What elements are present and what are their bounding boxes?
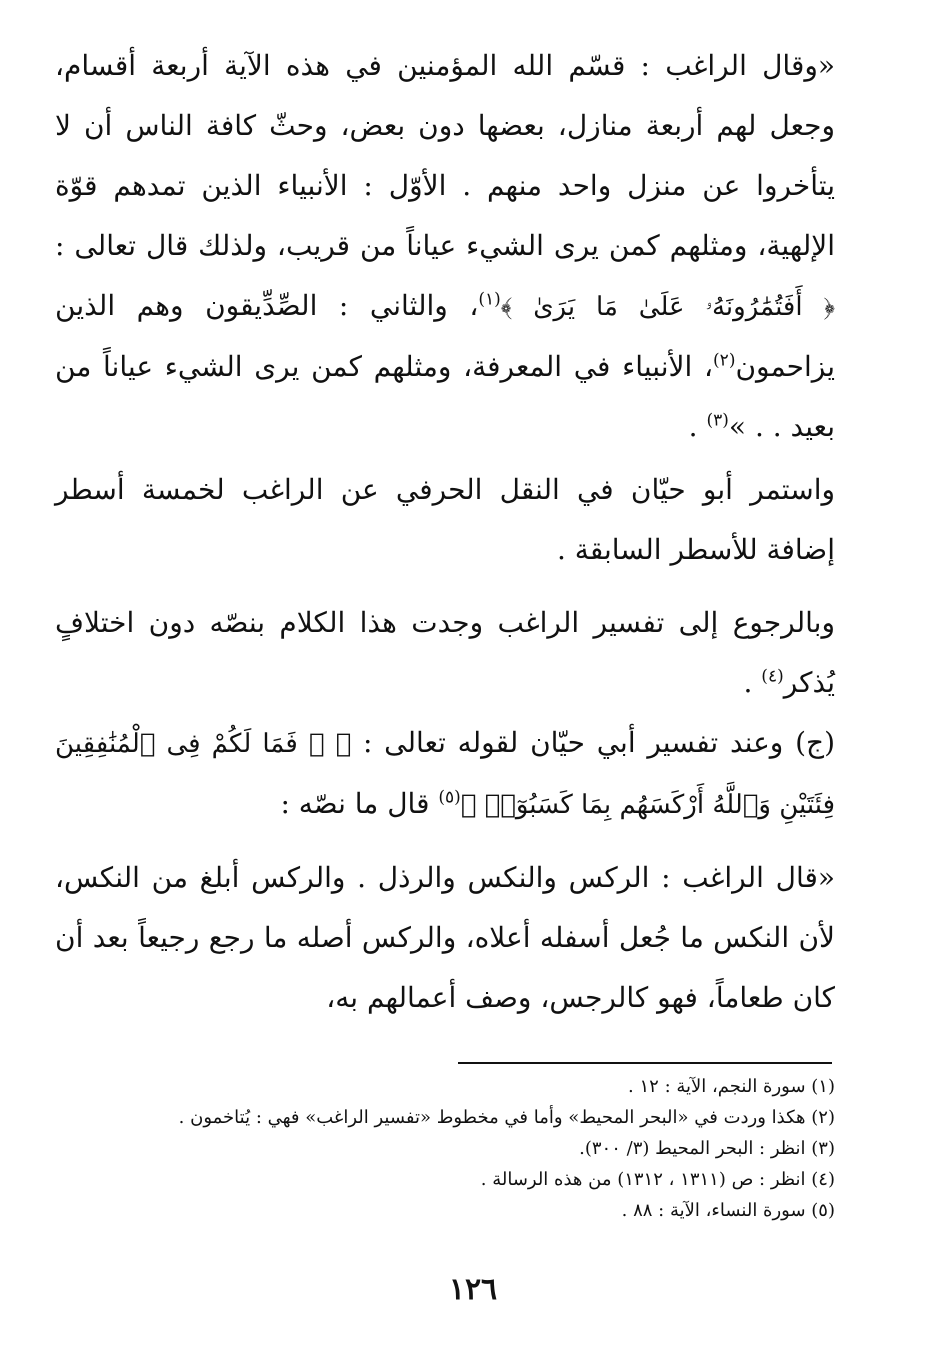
paragraph-section-jeem — [55, 713, 835, 835]
paragraph-text: «وقال الراغب : قسّم الله المؤمنين في هذه الآية أربعة أقسام، وجعل لهم أربعة منازل، بعضها دون بعض، وحثّ كافة الناس أن لا يتأخروا عن منزل واحد منهم . الأوّل : الأنبياء الذين تمدهم قوّة الإلهية، ومثلهم كمن يرى الشيء عياناً من قريب، ولذلك قال تعالى : — [55, 49, 836, 262]
paragraph-raghib-quote-1 — [55, 36, 835, 457]
footnote-item: (٣) انظر : البحر المحيط (٣/ ٣٠٠). — [579, 1138, 835, 1159]
paragraph-text: قال ما نصّه : — [280, 787, 439, 820]
paragraph-text: . — [688, 410, 707, 443]
footnote-ref-5: (٥) — [438, 787, 461, 808]
paragraph-text: (ج) وعند تفسير أبي حيّان لقوله تعالى : — [351, 726, 835, 759]
footnote-ref-4: (٤) — [761, 666, 784, 687]
paragraph-text: ، الأنبياء في المعرفة، ومثلهم كمن يرى الشيء عياناً من بعيد . . » — [55, 350, 835, 443]
footnote-item: (٤) انظر : ص (١٣١١ ، ١٣١٢) من هذه الرسالة . — [480, 1169, 835, 1190]
quran-verse: ﴿ ۞ فَمَا لَكُمْ فِى ٱلْمُنَٰفِقِينَ فِئَتَيْنِ وَٱللَّهُ أَرْكَسَهُم بِمَا كَسَبُوٓا۟ ﴾ — [55, 729, 835, 820]
footnote-ref-1: (١) — [478, 289, 501, 310]
footnote-item: (١) سورة النجم، الآية : ١٢ . — [628, 1076, 835, 1097]
footnote-divider — [458, 1062, 832, 1064]
footnote-ref-3: (٣) — [706, 410, 729, 431]
paragraph-text: . — [743, 666, 762, 699]
paragraph-text: ، والثاني : الصِّدِّيقون وهم الذين يزاحمون — [55, 289, 835, 383]
paragraph-raghib-quote-2: «قال الراغب : الركس والنكس والرذل . والركس أبلغ من النكس، لأن النكس ما جُعل أسفله أعلاه، والركس أصله ما رجع رجيعاً بعد أن كان طعاماً، فهو كالرجس، وصف أعمالهم به، — [55, 861, 835, 1014]
footnote-item: (٢) هكذا وردت في «البحر المحيط» وأما في مخطوط «تفسير الراغب» فهي : يُتاخمون . — [178, 1107, 835, 1128]
paragraph-verification — [55, 593, 835, 713]
paragraph-text: وبالرجوع إلى تفسير الراغب وجدت هذا الكلام بنصّه دون اختلافٍ يُذكر — [55, 606, 835, 699]
paragraph-abu-hayyan-continued: واستمر أبو حيّان في النقل الحرفي عن الراغب لخمسة أسطر إضافة للأسطر السابقة . — [55, 473, 835, 566]
footnote-ref-2: (٢) — [713, 350, 736, 371]
footnotes-list — [90, 1071, 835, 1226]
quran-verse: ﴿ أَفَتُمَٰرُونَهُۥ عَلَىٰ مَا يَرَىٰ ﴾ — [500, 292, 835, 322]
page-number: ١٢٦ — [448, 1272, 498, 1307]
footnote-item: (٥) سورة النساء، الآية : ٨٨ . — [621, 1200, 835, 1221]
